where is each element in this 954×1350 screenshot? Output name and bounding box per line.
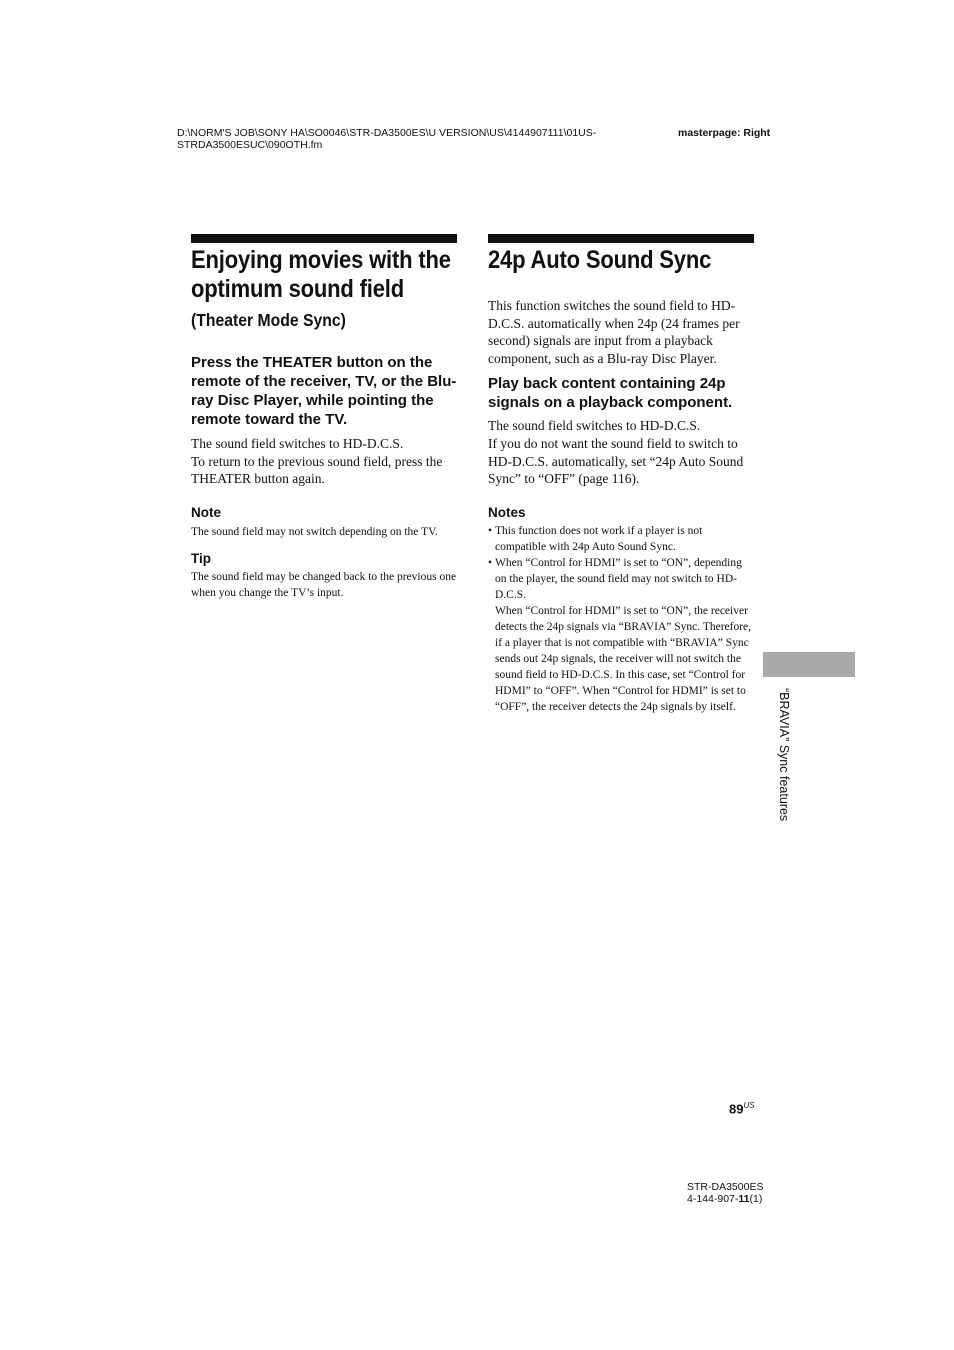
notes-heading: Notes <box>488 504 526 520</box>
step-instruction: Play back content containing 24p signals on a playback component. <box>488 375 733 412</box>
footer-model-info <box>687 1181 763 1205</box>
section-tab-label: “BRAVIA” Sync features <box>777 688 791 822</box>
footer-model: STR-DA3500ES <box>687 1181 764 1193</box>
body-paragraph: The sound field switches to HD-D.C.S. <box>488 418 701 434</box>
header-masterpage: masterpage: Right <box>678 127 771 139</box>
bullet-mark: • <box>488 556 493 569</box>
intro-paragraph: This function switches the sound field to HD-D.C.S. automatically when 24p (24 frames per second) signals are input from a playback component, such as a Blu-ray Disc Player. <box>488 298 740 366</box>
page-number <box>729 1101 755 1116</box>
page-number-value: 89 <box>729 1101 744 1117</box>
left-column <box>191 234 457 601</box>
bullet-mark: • <box>488 524 493 537</box>
note-text: The sound field may not switch depending on the TV. <box>191 525 438 538</box>
footer-code-prefix: 4-144-907- <box>687 1193 739 1205</box>
header-file-path: D:\NORM'S JOB\SONY HA\SO0046\STR-DA3500ES\U VERSION\US\4144907111\01US-STRDA3500ESUC\090OTH.fm <box>177 127 597 151</box>
note-item-text: When “Control for HDMI” is set to “ON”, depending on the player, the sound field may not switch to HD-D.C.S. <box>495 556 742 601</box>
section-title: 24p Auto Sound Sync <box>488 246 712 274</box>
footer-code-bold: 11 <box>738 1193 750 1205</box>
list-item <box>488 555 754 715</box>
page-number-suffix: US <box>743 1101 755 1110</box>
step-instruction: Press the THEATER button on the remote of the receiver, TV, or the Blu-ray Disc Player, while pointing the remote toward the TV. <box>191 354 457 428</box>
list-item <box>488 523 754 555</box>
section-rule <box>488 234 754 243</box>
body-paragraph: The sound field switches to HD-D.C.S. <box>191 436 404 451</box>
right-column <box>488 234 754 715</box>
section-subtitle: (Theater Mode Sync) <box>191 310 346 330</box>
note-item-text: This function does not work if a player is not compatible with 24p Auto Sound Sync. <box>495 524 703 553</box>
tip-text: The sound field may be changed back to the previous one when you change the TV’s input. <box>191 570 457 599</box>
note-item-continuation: When “Control for HDMI” is set to “ON”, the receiver detects the 24p signals via “BRAVIA” Sync. Therefore, if a player that is not compatible with “BRAVIA” Sync sends out 24p signals, the receiver will not switch the sound field to HD-D.C.S. In this case, set “Control for HDMI” to “OFF”. When “Control for HDMI” is set to “OFF”, the receiver detects the 24p signals by itself. <box>495 604 752 713</box>
section-tab <box>763 652 855 677</box>
section-title: Enjoying movies with the optimum sound field <box>191 246 451 303</box>
tip-heading: Tip <box>191 550 211 566</box>
body-paragraph: If you do not want the sound field to switch to HD-D.C.S. automatically, set “24p Auto Sound Sync” to “OFF” (page 116). <box>488 435 744 487</box>
footer-code <box>687 1193 763 1205</box>
body-paragraph: To return to the previous sound field, press the THEATER button again. <box>191 453 443 487</box>
section-rule <box>191 234 457 243</box>
footer-code-suffix: (1) <box>749 1193 763 1205</box>
note-heading: Note <box>191 504 221 520</box>
